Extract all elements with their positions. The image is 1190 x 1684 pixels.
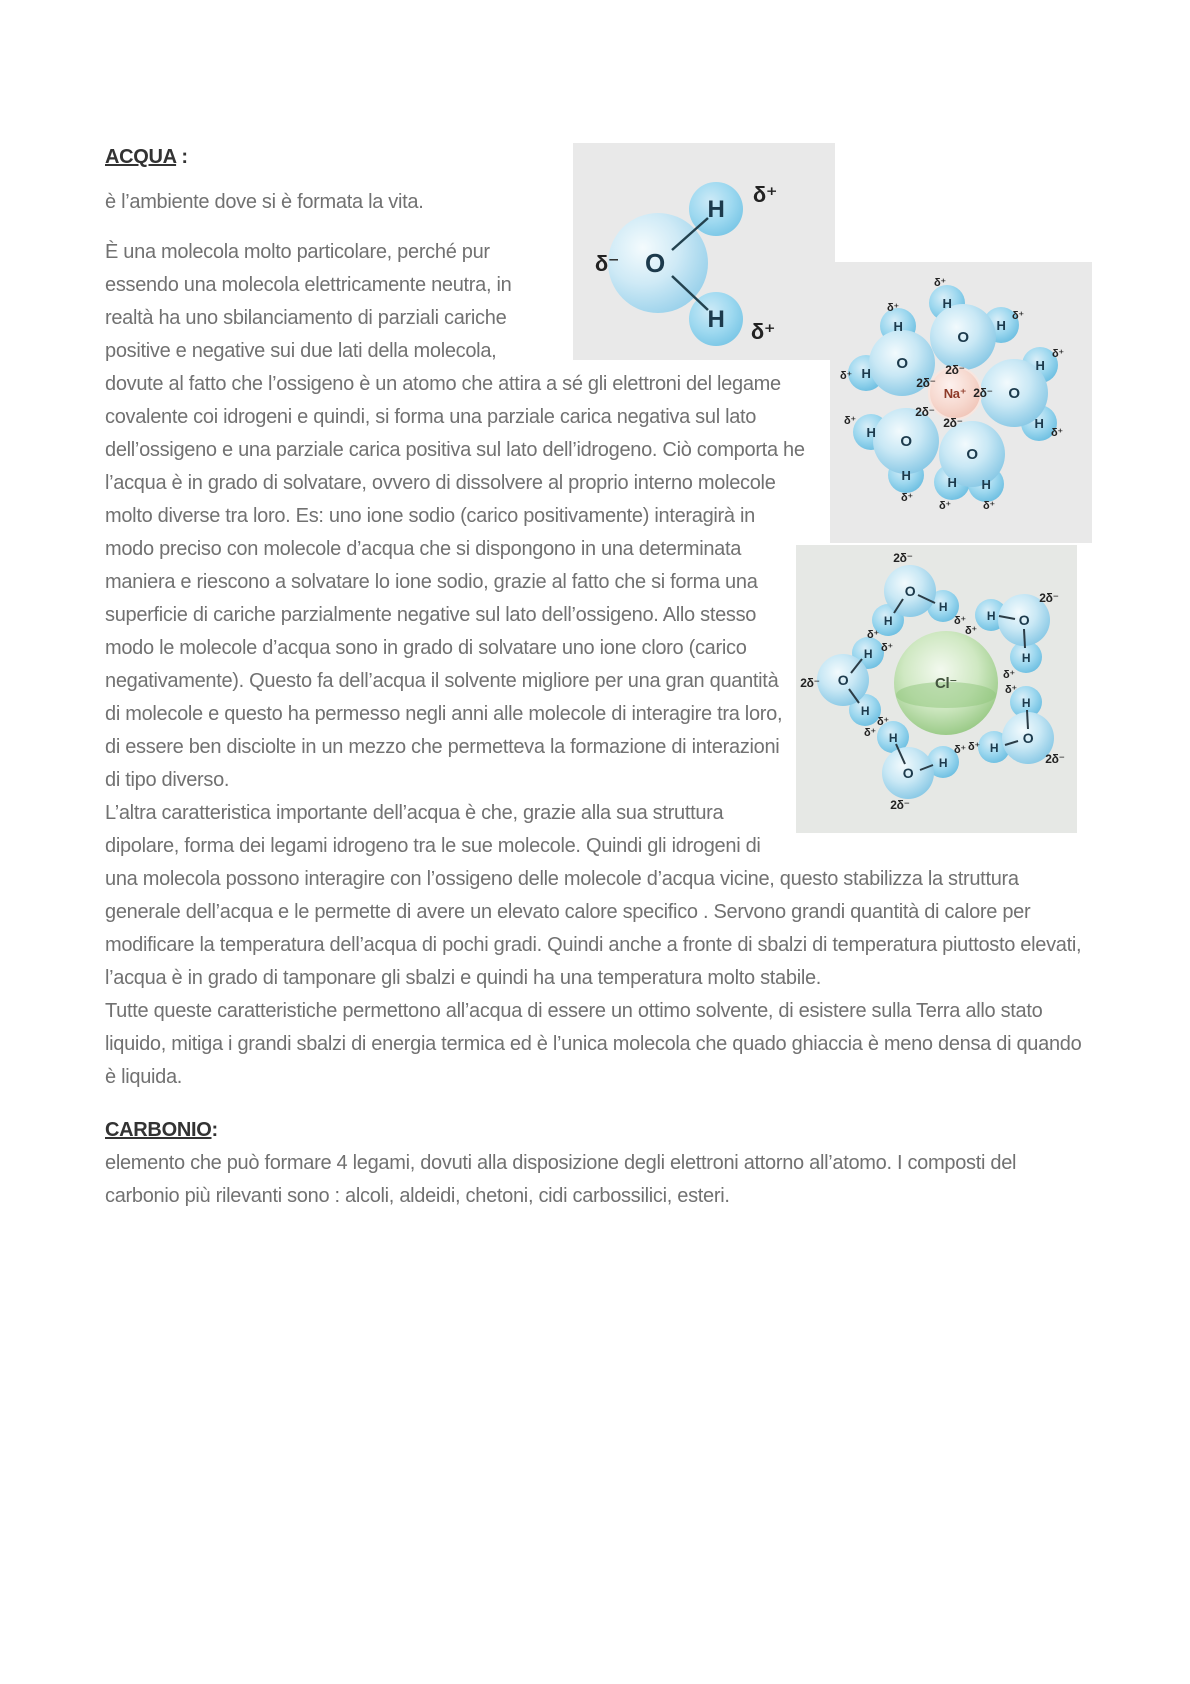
figure-sodium-solvation [830,262,1092,543]
partial-charge-label: δ⁺ [864,727,876,739]
hydrogen-label: H [938,756,948,770]
paragraph-hydrogen-bonds-line1: L’altra caratteristica importante dell’acqua è che, grazie alla sua struttura [105,802,724,824]
partial-charge-label: δ⁺ [968,741,980,753]
partial-charge-label: δ⁻ [594,251,620,276]
hydrogen-label: H [996,318,1006,333]
figure-chloride-solvation [796,545,1077,833]
heading-text: ACQUA [105,146,177,168]
partial-charge-label: δ⁺ [983,500,995,512]
partial-charge-label: δ⁺ [750,319,776,344]
section-heading-carbonio [105,1114,1085,1147]
partial-charge-label: 2δ⁻ [973,386,993,400]
partial-charge-label: 2δ⁻ [915,405,935,419]
partial-charge-label: δ⁺ [1012,310,1024,322]
oxygen-label: O [645,248,665,278]
oxygen-label: O [966,446,978,463]
hydrogen-label: H [1035,358,1045,373]
water-molecule-image [573,143,835,360]
partial-charge-label: δ⁺ [934,277,946,289]
heading-colon: : [176,146,188,168]
partial-charge-label: δ⁺ [954,744,966,756]
partial-charge-label: 2δ⁻ [943,416,963,430]
oxygen-label: O [957,329,969,346]
hydrogen-label: H [1021,696,1031,710]
oxygen-label: O [902,765,914,781]
paragraph-hydrogen-bonds-rest: dipolare, forma dei legami idrogeno tra le sue molecole. Quindi gli idrogeni di una molecola possono interagire con l’ossigeno delle molecole d’acqua vicine, questo stabilizza la struttura generale dell’acqua e le permette di avere un elevato calore specifico . Servono grandi quantità di calore per modificare la temperatura dell’acqua di pochi gradi. Quindi anche a fronte di sbalzi di temperatura piuttosto elevati, l’acqua è in grado di tamponare gli sbalzi e quindi ha una temperatura molto stabile. [105,835,1082,989]
partial-charge-label: 2δ⁻ [1045,752,1065,766]
paragraph-water-polarity: È una molecola molto particolare, perché pur essendo una molecola elettricamente neutra, in realtà ha uno sbilanciamento di parziali cariche positive e negative sui due lati della molecola, dovute al fatto che l’ossigeno è un atomo che attira a sé gli elettroni del legame covalente coi idrogeni e quindi, si forma una parziale carica negativa sul lato dell’ossigeno e una parziale carica positiva sul lato dell’idrogeno. Ciò comporta he l’acqua è in grado di solvatare, ovvero di dissolvere al proprio interno molecole molto diverse tra loro. Es: uno ione sodio (carico positivamente) interagirà in modo preciso con molecole d’acqua che si dispongono in una determinata maniera e riescono a solvatare lo ione sodio, grazie al fatto che si forma una superficie di cariche parzialmente negative sul lato dell’ossigeno. Allo stesso modo le molecole d’acqua sono in grado di solvatare uno ione cloro (carico negativamente). Questo fa dell’acqua il solvente migliore per una gran quantità di molecole e questo ha permesso negli anni alle molecole di interagire tra loro, di essere ben disciolte in un mezzo che permetteva la formazione di interazioni di tipo diverso. [105,241,805,791]
partial-charge-label: δ⁺ [901,492,913,504]
oxygen-label: O [837,672,849,688]
hydrogen-label: H [986,609,996,623]
partial-charge-label: δ⁺ [954,615,966,627]
partial-charge-label: δ⁺ [1003,669,1015,681]
partial-charge-label: 2δ⁻ [1039,591,1059,605]
partial-charge-label: δ⁺ [867,629,879,641]
hydrogen-label: H [866,425,876,440]
partial-charge-label: 2δ⁻ [945,363,965,377]
hydrogen-label: H [707,196,725,223]
partial-charge-label: δ⁺ [887,302,899,314]
partial-charge-label: 2δ⁻ [893,551,913,565]
sodium-solvation-image [830,262,1092,543]
hydrogen-label: H [883,614,893,628]
hydrogen-label: H [861,366,871,381]
hydrogen-label: H [942,296,952,311]
oxygen-label: O [900,433,912,450]
partial-charge-label: δ⁺ [965,625,977,637]
oxygen-label: O [1008,385,1020,402]
partial-charge-label: δ⁺ [881,642,893,654]
partial-charge-label: δ⁺ [1005,684,1017,696]
paragraph-intro: è l’ambiente dove si è formata la vita. [105,191,424,213]
chloride-ion-label: Cl⁻ [934,675,958,692]
figure-water-molecule [573,143,835,360]
sodium-ion-label: Na⁺ [943,386,967,401]
partial-charge-label: δ⁺ [752,182,778,207]
partial-charge-label: δ⁺ [939,500,951,512]
oxygen-label: O [904,583,916,599]
hydrogen-label: H [938,600,948,614]
chloride-solvation-image [796,545,1077,833]
hydrogen-label: H [893,319,903,334]
partial-charge-label: δ⁺ [1052,348,1064,360]
partial-charge-label: 2δ⁻ [800,676,820,690]
hydrogen-label: H [901,468,911,483]
partial-charge-label: δ⁺ [1051,427,1063,439]
partial-charge-label: δ⁺ [877,716,889,728]
partial-charge-label: δ⁺ [844,415,856,427]
partial-charge-label: 2δ⁻ [916,376,936,390]
hydrogen-label: H [1021,651,1031,665]
partial-charge-label: δ⁺ [840,370,852,382]
hydrogen-label: H [1034,416,1044,431]
hydrogen-label: H [888,731,898,745]
hydrogen-label: H [989,741,999,755]
paragraph-water-properties: Tutte queste caratteristiche permettono all’acqua di essere un ottimo solvente, di esistere sulla Terra allo stato liquido, mitiga i grandi sbalzi di energia termica ed è l’unica molecola che quado ghiaccia è meno densa di quando è liquida. [105,1000,1082,1088]
hydrogen-label: H [947,475,957,490]
heading-text: CARBONIO [105,1119,212,1141]
oxygen-label: O [1018,612,1030,628]
oxygen-label: O [896,355,908,372]
hydrogen-label: H [863,647,873,661]
heading-colon: : [211,1119,218,1141]
partial-charge-label: 2δ⁻ [890,798,910,812]
hydrogen-label: H [860,704,870,718]
hydrogen-label: H [707,306,725,333]
paragraph-carbonio: elemento che può formare 4 legami, dovuti alla disposizione degli elettroni attorno all’atomo. I composti del carbonio più rilevanti sono : alcoli, aldeidi, chetoni, cidi carbossilici, esteri. [105,1152,1017,1207]
hydrogen-label: H [981,477,991,492]
oxygen-label: O [1022,730,1034,746]
